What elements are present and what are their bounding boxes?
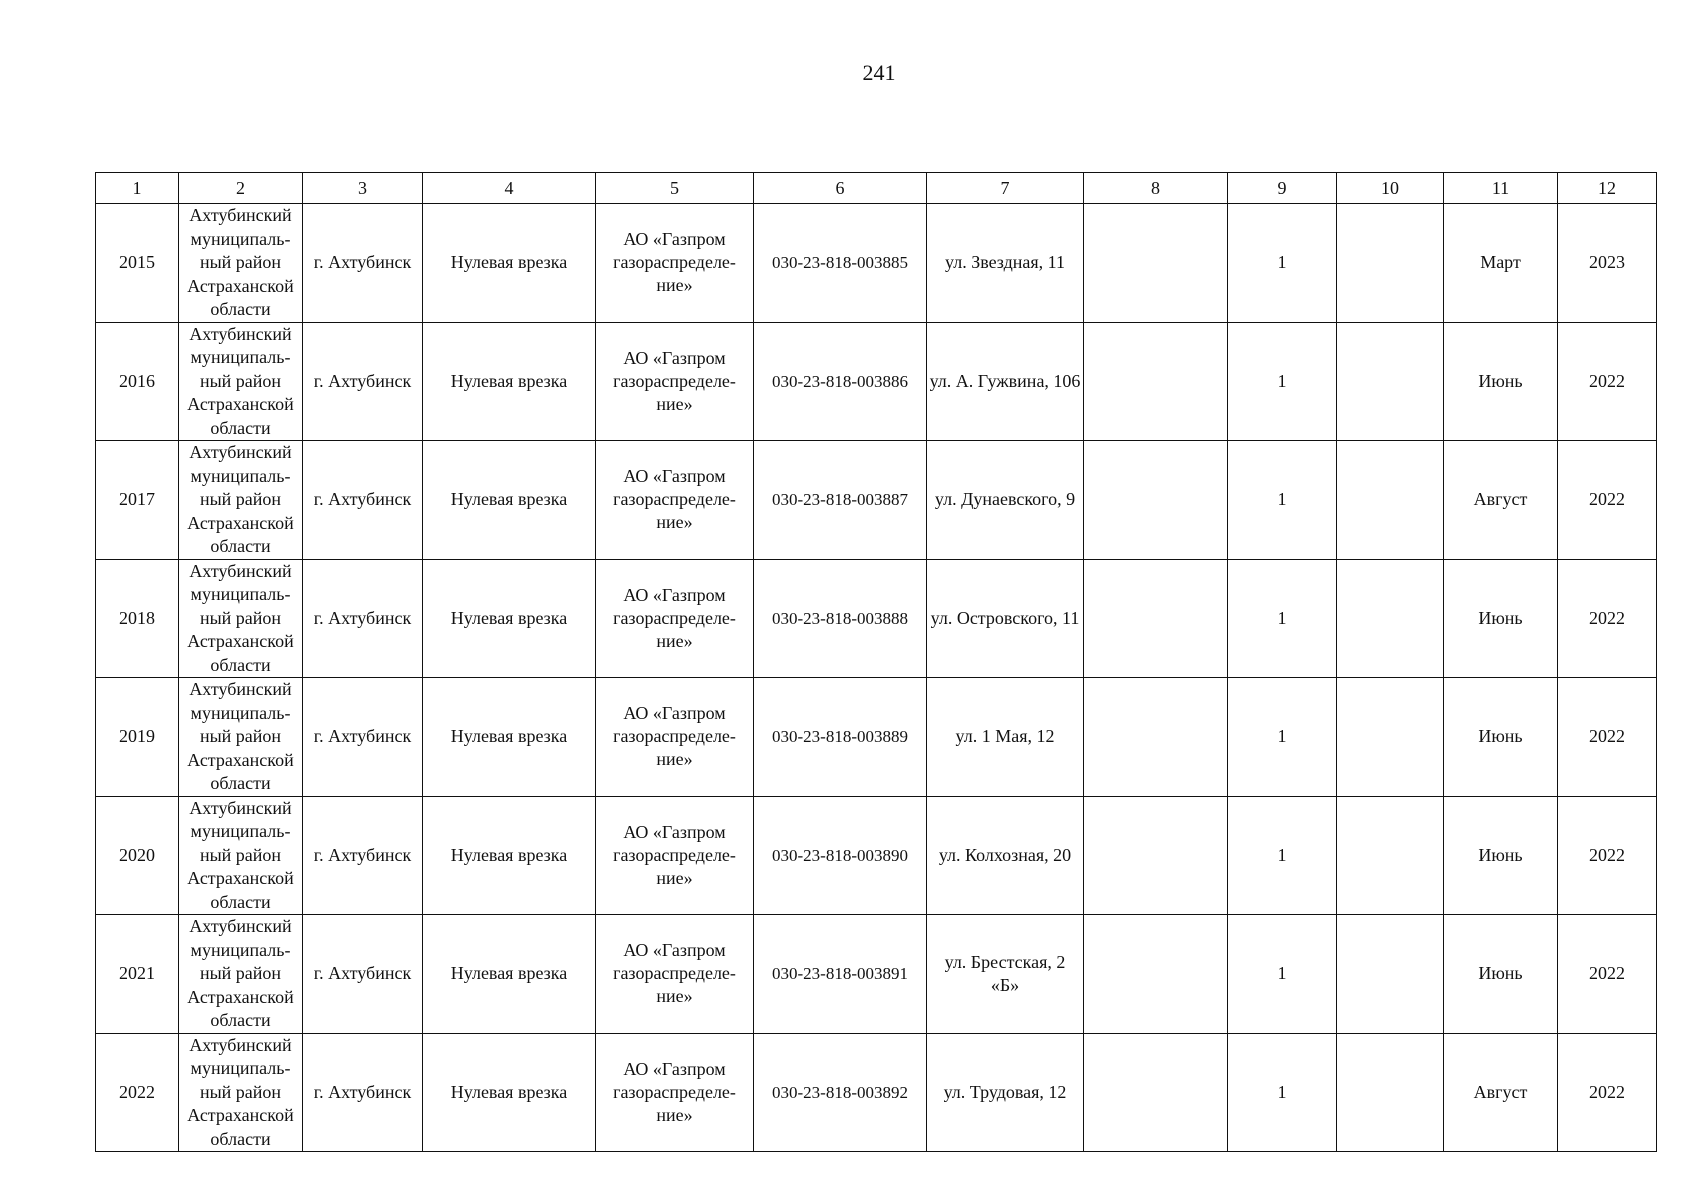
city-cell: г. Ахтубинск	[303, 796, 423, 915]
column-number-cell: 1	[96, 173, 179, 204]
object-code-cell: 030-23-818-003887	[754, 441, 927, 560]
organization-line: ние»	[656, 867, 693, 888]
organization-cell	[596, 441, 754, 560]
organization-line: АО «Газпром	[623, 466, 726, 487]
row-number-cell: 2021	[96, 915, 179, 1034]
organization-line: газораспределе-	[613, 370, 736, 391]
organization-line: АО «Газпром	[623, 940, 726, 961]
column-number-cell: 12	[1558, 173, 1657, 204]
object-code-cell: 030-23-818-003890	[754, 796, 927, 915]
organization-line: АО «Газпром	[623, 229, 726, 250]
year-cell: 2022	[1558, 915, 1657, 1034]
district-line: области	[210, 891, 271, 912]
column-number-cell: 4	[423, 173, 596, 204]
district-line: Астраханской	[187, 986, 294, 1007]
district-cell	[179, 322, 303, 441]
organization-line: газораспределе-	[613, 963, 736, 984]
district-line: Астраханской	[187, 1105, 294, 1125]
address-cell: ул. Колхозная, 20	[927, 796, 1084, 915]
work-type-cell: Нулевая врезка	[423, 915, 596, 1034]
column-10-cell	[1337, 796, 1444, 915]
column-8-cell	[1084, 678, 1228, 797]
district-line: муниципаль-	[190, 584, 291, 604]
month-cell: Август	[1444, 1033, 1558, 1152]
object-code-cell: 030-23-818-003886	[754, 322, 927, 441]
district-line: ный район	[199, 489, 282, 509]
row-number-cell: 2019	[96, 678, 179, 797]
district-line: Ахтубинский	[189, 916, 292, 936]
column-8-cell	[1084, 915, 1228, 1034]
column-8-cell	[1084, 204, 1228, 323]
table-row	[96, 322, 1657, 441]
organization-line: АО «Газпром	[623, 821, 726, 842]
table-row	[96, 559, 1657, 678]
organization-cell	[596, 1033, 754, 1152]
address-cell: ул. А. Гужвина, 106	[927, 322, 1084, 441]
column-number-cell: 9	[1228, 173, 1337, 204]
address-cell: ул. Трудовая, 12	[927, 1033, 1084, 1152]
organization-line: газораспределе-	[613, 1081, 736, 1102]
year-cell: 2022	[1558, 441, 1657, 560]
district-line: ный район	[199, 252, 282, 272]
address-cell: ул. Дунаевского, 9	[927, 441, 1084, 560]
city-cell: г. Ахтубинск	[303, 322, 423, 441]
table-body	[96, 173, 1657, 1152]
district-cell	[179, 1033, 303, 1152]
district-cell	[179, 559, 303, 678]
column-number-cell: 2	[179, 173, 303, 204]
column-number-cell: 5	[596, 173, 754, 204]
district-line: Астраханской	[187, 868, 294, 888]
organization-line: ние»	[656, 1104, 693, 1125]
organization-line: АО «Газпром	[623, 1058, 726, 1079]
district-line: Астраханской	[187, 394, 294, 414]
year-cell: 2022	[1558, 322, 1657, 441]
district-line: Астраханской	[187, 749, 294, 770]
object-code-cell: 030-23-818-003889	[754, 678, 927, 797]
district-line: муниципаль-	[190, 465, 291, 486]
object-code-cell: 030-23-818-003888	[754, 559, 927, 678]
district-line: ный район	[199, 607, 282, 628]
district-line: муниципаль-	[190, 1058, 291, 1078]
district-line: ный район	[199, 844, 282, 865]
quantity-cell: 1	[1228, 796, 1337, 915]
district-line: области	[210, 299, 271, 319]
column-number-cell: 11	[1444, 173, 1558, 204]
district-line: муниципаль-	[190, 228, 291, 249]
work-type-cell: Нулевая врезка	[423, 322, 596, 441]
row-number-cell: 2015	[96, 204, 179, 323]
table-row	[96, 441, 1657, 560]
organization-cell	[596, 204, 754, 323]
column-10-cell	[1337, 1033, 1444, 1152]
column-10-cell	[1337, 204, 1444, 323]
organization-cell	[596, 678, 754, 797]
object-code-cell: 030-23-818-003891	[754, 915, 927, 1034]
work-type-cell: Нулевая врезка	[423, 796, 596, 915]
district-line: муниципаль-	[190, 702, 291, 723]
year-cell: 2022	[1558, 559, 1657, 678]
organization-line: ние»	[656, 393, 693, 414]
year-cell: 2022	[1558, 1033, 1657, 1152]
district-line: области	[210, 654, 271, 675]
quantity-cell: 1	[1228, 559, 1337, 678]
district-line: муниципаль-	[190, 821, 291, 841]
address-cell: ул. 1 Мая, 12	[927, 678, 1084, 797]
table-row	[96, 1033, 1657, 1152]
organization-line: газораспределе-	[613, 726, 736, 747]
district-line: области	[210, 1128, 271, 1149]
organization-line: ние»	[656, 749, 693, 770]
month-cell: Июнь	[1444, 796, 1558, 915]
column-number-cell: 10	[1337, 173, 1444, 204]
column-8-cell	[1084, 559, 1228, 678]
city-cell: г. Ахтубинск	[303, 204, 423, 323]
organization-line: ние»	[656, 512, 693, 533]
month-cell: Июнь	[1444, 678, 1558, 797]
district-cell	[179, 678, 303, 797]
table-row	[96, 915, 1657, 1034]
organization-line: ние»	[656, 630, 693, 651]
district-line: Астраханской	[187, 275, 294, 296]
object-code-cell: 030-23-818-003892	[754, 1033, 927, 1152]
row-number-cell: 2022	[96, 1033, 179, 1152]
district-line: муниципаль-	[190, 939, 291, 960]
organization-line: АО «Газпром	[623, 347, 726, 368]
organization-cell	[596, 559, 754, 678]
page-number: 241	[862, 60, 896, 85]
register-table	[95, 172, 1657, 1152]
table-row	[96, 204, 1657, 323]
organization-line: АО «Газпром	[623, 584, 726, 605]
district-line: Ахтубинский	[189, 679, 292, 699]
district-cell	[179, 204, 303, 323]
column-number-row	[96, 173, 1657, 204]
organization-line: газораспределе-	[613, 844, 736, 865]
column-10-cell	[1337, 322, 1444, 441]
column-number-cell: 7	[927, 173, 1084, 204]
column-number-cell: 8	[1084, 173, 1228, 204]
city-cell: г. Ахтубинск	[303, 1033, 423, 1152]
district-line: Астраханской	[187, 512, 294, 533]
organization-cell	[596, 796, 754, 915]
column-8-cell	[1084, 1033, 1228, 1152]
column-8-cell	[1084, 322, 1228, 441]
organization-line: ние»	[656, 986, 693, 1007]
district-cell	[179, 441, 303, 560]
month-cell: Август	[1444, 441, 1558, 560]
organization-line: ние»	[656, 275, 693, 296]
district-line: Ахтубинский	[189, 205, 292, 225]
organization-line: газораспределе-	[613, 252, 736, 273]
district-line: муниципаль-	[190, 347, 291, 367]
month-cell: Июнь	[1444, 915, 1558, 1034]
table-row	[96, 796, 1657, 915]
address-cell: ул. Брестская, 2 «Б»	[927, 915, 1084, 1034]
district-line: области	[210, 1010, 271, 1030]
quantity-cell: 1	[1228, 678, 1337, 797]
column-number-cell: 6	[754, 173, 927, 204]
work-type-cell: Нулевая врезка	[423, 204, 596, 323]
row-number-cell: 2018	[96, 559, 179, 678]
month-cell: Март	[1444, 204, 1558, 323]
column-10-cell	[1337, 441, 1444, 560]
city-cell: г. Ахтубинск	[303, 559, 423, 678]
organization-line: газораспределе-	[613, 489, 736, 510]
district-line: ный район	[199, 1081, 282, 1102]
district-line: Ахтубинский	[189, 797, 292, 818]
column-10-cell	[1337, 559, 1444, 678]
column-10-cell	[1337, 915, 1444, 1034]
column-8-cell	[1084, 796, 1228, 915]
district-line: ный район	[199, 963, 282, 983]
column-number-cell: 3	[303, 173, 423, 204]
month-cell: Июнь	[1444, 559, 1558, 678]
district-line: области	[210, 536, 271, 556]
quantity-cell: 1	[1228, 322, 1337, 441]
organization-line: газораспределе-	[613, 607, 736, 628]
district-cell	[179, 796, 303, 915]
work-type-cell: Нулевая врезка	[423, 441, 596, 560]
organization-cell	[596, 322, 754, 441]
city-cell: г. Ахтубинск	[303, 915, 423, 1034]
work-type-cell: Нулевая врезка	[423, 1033, 596, 1152]
district-line: области	[210, 417, 271, 438]
column-8-cell	[1084, 441, 1228, 560]
row-number-cell: 2016	[96, 322, 179, 441]
table-row	[96, 678, 1657, 797]
address-cell: ул. Островского, 11	[927, 559, 1084, 678]
district-line: области	[210, 773, 271, 793]
district-line: Ахтубинский	[189, 1034, 292, 1055]
month-cell: Июнь	[1444, 322, 1558, 441]
work-type-cell: Нулевая врезка	[423, 678, 596, 797]
district-line: Ахтубинский	[189, 323, 292, 344]
quantity-cell: 1	[1228, 441, 1337, 560]
district-line: ный район	[199, 370, 282, 391]
city-cell: г. Ахтубинск	[303, 678, 423, 797]
column-10-cell	[1337, 678, 1444, 797]
row-number-cell: 2017	[96, 441, 179, 560]
city-cell: г. Ахтубинск	[303, 441, 423, 560]
year-cell: 2023	[1558, 204, 1657, 323]
district-line: Ахтубинский	[189, 442, 292, 462]
object-code-cell: 030-23-818-003885	[754, 204, 927, 323]
organization-cell	[596, 915, 754, 1034]
district-cell	[179, 915, 303, 1034]
district-line: Ахтубинский	[189, 560, 292, 581]
organization-line: АО «Газпром	[623, 703, 726, 724]
row-number-cell: 2020	[96, 796, 179, 915]
quantity-cell: 1	[1228, 204, 1337, 323]
work-type-cell: Нулевая врезка	[423, 559, 596, 678]
year-cell: 2022	[1558, 796, 1657, 915]
quantity-cell: 1	[1228, 1033, 1337, 1152]
year-cell: 2022	[1558, 678, 1657, 797]
district-line: Астраханской	[187, 631, 294, 651]
address-cell: ул. Звездная, 11	[927, 204, 1084, 323]
quantity-cell: 1	[1228, 915, 1337, 1034]
district-line: ный район	[199, 726, 282, 746]
